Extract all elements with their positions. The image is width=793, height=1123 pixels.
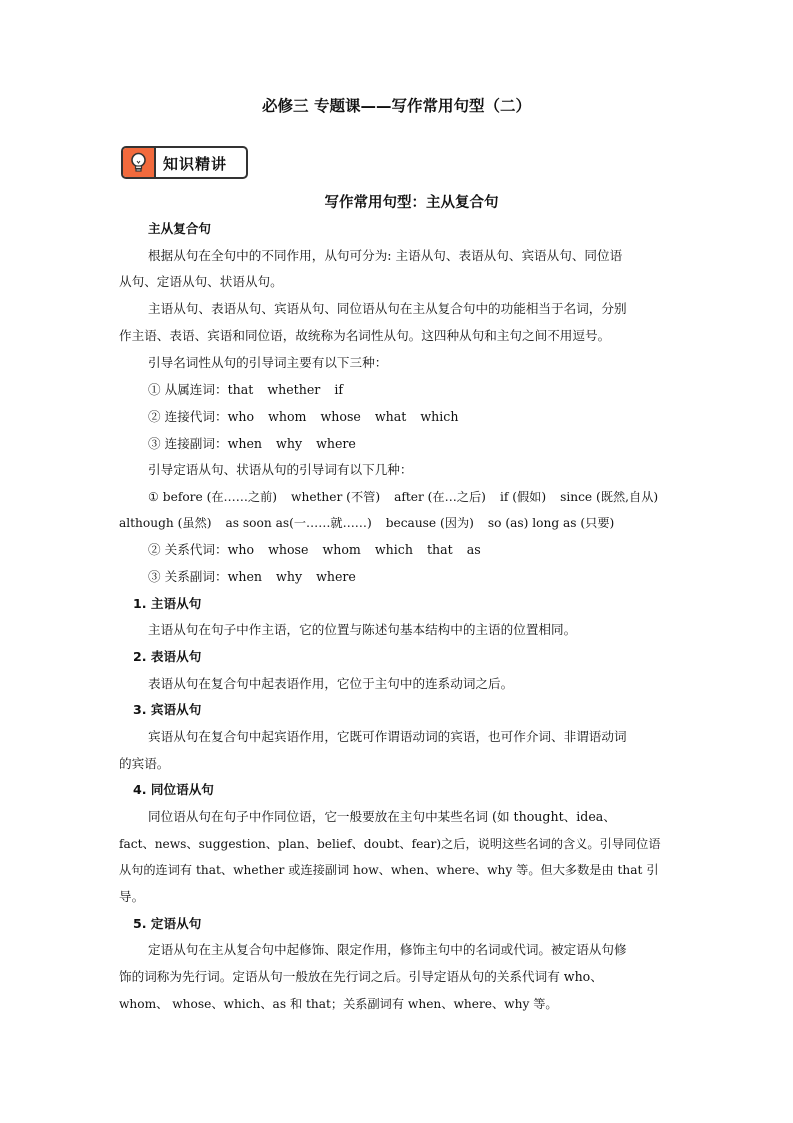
relative-pronoun-line <box>148 541 481 559</box>
word: that <box>227 382 254 397</box>
object-clause-line1: 宾语从句在复合句中起宾语作用，它既可作谓语动词的宾语，也可作介词、非谓语动词 <box>148 729 627 744</box>
attributive-clause-line1: 定语从句在主从复合句中起修饰、限定作用，修饰主句中的名词或代词。被定语从句修 <box>148 942 627 957</box>
relative-adverb-line <box>148 568 356 586</box>
conj-item: after (在…之后) <box>394 490 486 504</box>
connective-adverb-line <box>148 435 356 453</box>
word: if <box>334 382 344 397</box>
heading-predicative-clause: 2. 表语从句 <box>133 649 202 664</box>
subordinating-conj-line <box>148 381 343 399</box>
conj-item: whether (不管) <box>291 490 381 504</box>
heading-attributive-clause: 5. 定语从句 <box>133 916 202 931</box>
appositive-clause-line1: 同位语从句在句子中作同位语，它一般要放在主句中某些名词 (如 thought、idea、 <box>148 809 616 824</box>
word: as <box>466 542 481 557</box>
word: whose <box>268 542 309 557</box>
conjunction-line-1 <box>148 488 658 506</box>
conj-item: as soon as(一……就……) <box>225 516 372 530</box>
attr-adv-intro: 引导定语从句、状语从句的引导词有以下几种： <box>148 462 413 477</box>
word: whom <box>322 542 361 557</box>
appositive-clause-line4: 导。 <box>119 889 145 904</box>
word: when <box>227 569 263 584</box>
badge-icon-box <box>123 148 156 177</box>
conjunction-line-2 <box>119 514 614 532</box>
object-clause-line2: 的宾语。 <box>119 756 170 771</box>
lightbulb-icon <box>129 152 148 173</box>
predicative-clause-text: 表语从句在复合句中起表语作用，它位于主句中的连系动词之后。 <box>148 676 514 691</box>
word: which <box>374 542 413 557</box>
heading-appositive-clause: 4. 同位语从句 <box>133 782 214 797</box>
document-title: 必修三 专题课——写作常用句型（二） <box>262 97 531 115</box>
intro-p1-line2: 从句、定语从句、状语从句。 <box>119 274 283 289</box>
conj-item: ① before (在……之前) <box>148 490 278 504</box>
conj-item: if (假如) <box>499 490 547 504</box>
conj-item: since (既然,自从) <box>560 490 659 504</box>
appositive-clause-line2: fact、news、suggestion、plan、belief、doubt、fear)之后，说明这些名词的含义。引导同位语 <box>119 837 661 851</box>
attributive-clause-line3: whom、 whose、which、as 和 that；关系副词有 when、where、why 等。 <box>119 997 558 1011</box>
word: who <box>227 542 255 557</box>
conj-item: because (因为) <box>385 516 474 530</box>
conj-item: although (虽然) <box>119 516 212 530</box>
word: when <box>227 436 263 451</box>
word: who <box>227 409 255 424</box>
connective-pronoun-line <box>148 408 458 426</box>
knowledge-badge <box>121 146 248 179</box>
appositive-clause-line3: 从句的连词有 that、whether 或连接副词 how、when、where、why 等。但大多数是由 that 引 <box>119 863 659 877</box>
intro-p2-line2: 作主语、表语、宾语和同位语，故统称为名词性从句。这四种从句和主句之间不用逗号。 <box>119 328 611 343</box>
heading-object-clause: 3. 宾语从句 <box>133 702 202 717</box>
line-label: ② 关系代词： <box>148 542 228 557</box>
section-title: 写作常用句型：主从复合句 <box>324 195 499 211</box>
heading-subject-clause: 1. 主语从句 <box>133 596 202 611</box>
intro-p3: 引导名词性从句的引导词主要有以下三种： <box>148 355 388 370</box>
line-label: ③ 关系副词： <box>148 569 228 584</box>
word: where <box>316 569 356 584</box>
word: what <box>374 409 407 424</box>
word: where <box>316 436 356 451</box>
conj-item: so (as) long as (只要) <box>487 516 615 530</box>
word: which <box>420 409 459 424</box>
line-label: ② 连接代词： <box>148 409 228 424</box>
word: whose <box>320 409 361 424</box>
attributive-clause-line2: 饰的词称为先行词。定语从句一般放在先行词之后。引导定语从句的关系代词有 who、 <box>119 969 603 984</box>
word: that <box>426 542 453 557</box>
badge-label: 知识精讲 <box>163 155 228 173</box>
intro-p1-line1: 根据从句在全句中的不同作用，从句可分为: 主语从句、表语从句、宾语从句、同位语 <box>148 248 623 263</box>
subject-clause-text: 主语从句在句子中作主语，它的位置与陈述句基本结构中的主语的位置相同。 <box>148 622 577 637</box>
heading-main: 主从复合句 <box>148 221 211 236</box>
intro-p2-line1: 主语从句、表语从句、宾语从句、同位语从句在主从复合句中的功能相当于名词，分别 <box>148 301 627 316</box>
word: whom <box>268 409 307 424</box>
line-label: ① 从属连词： <box>148 382 228 397</box>
line-label: ③ 连接副词： <box>148 436 228 451</box>
word: whether <box>267 382 321 397</box>
word: why <box>276 436 303 451</box>
word: why <box>276 569 303 584</box>
